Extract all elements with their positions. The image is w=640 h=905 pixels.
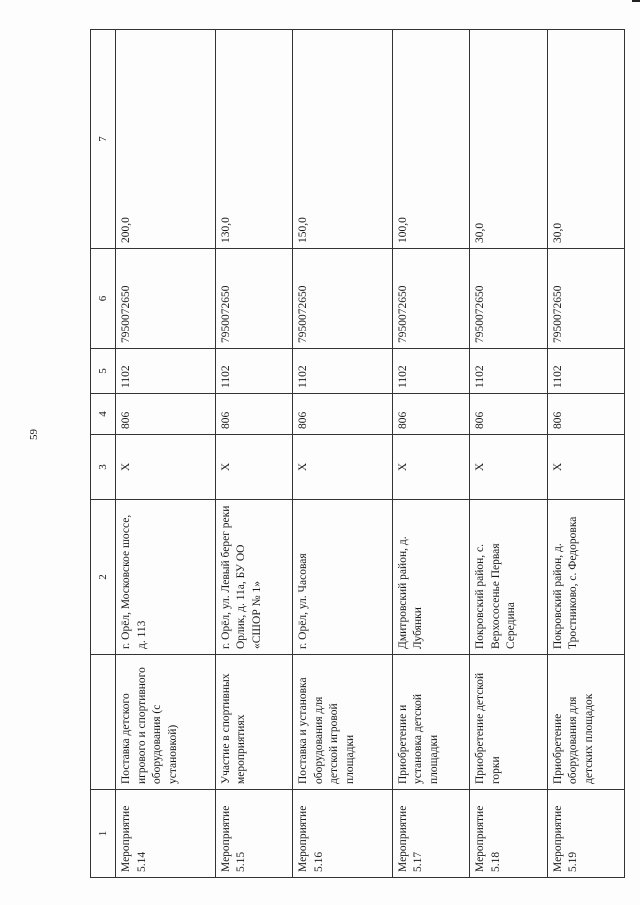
column-header: 5 — [91, 349, 116, 394]
event-cell: Мероприятие 5.15 — [215, 790, 292, 878]
mark-cell: X — [392, 435, 469, 500]
table-row — [116, 30, 216, 878]
event-cell: Мероприятие 5.18 — [470, 790, 547, 878]
table-row — [215, 30, 292, 878]
event-cell: Мероприятие 5.16 — [293, 790, 393, 878]
code-cell: 1102 — [547, 349, 624, 394]
amount-cell: 30,0 — [547, 30, 624, 249]
column-header: 7 — [91, 30, 116, 249]
address-cell: г. Орёл, ул. Часовая — [293, 500, 393, 655]
code-cell: 7950072650 — [392, 249, 469, 349]
amount-cell: 30,0 — [470, 30, 547, 249]
code-cell: 806 — [547, 394, 624, 435]
code-cell: 7950072650 — [547, 249, 624, 349]
rotated-table-container — [90, 30, 625, 878]
description-cell: Приобретение детской горки — [470, 655, 547, 790]
page-number: 59 — [28, 429, 40, 440]
event-cell: Мероприятие 5.17 — [392, 790, 469, 878]
event-cell: Мероприятие 5.14 — [116, 790, 216, 878]
event-cell: Мероприятие 5.19 — [547, 790, 624, 878]
code-cell: 1102 — [392, 349, 469, 394]
code-cell: 7950072650 — [293, 249, 393, 349]
code-cell: 1102 — [470, 349, 547, 394]
column-header: 2 — [91, 500, 116, 655]
description-cell: Приобретение и установка детской площадки — [392, 655, 469, 790]
code-cell: 1102 — [215, 349, 292, 394]
header-row — [91, 30, 116, 878]
description-cell: Поставка детского игрового и спортивного оборудования (с установкой) — [116, 655, 216, 790]
description-cell: Приобретение оборудования для детских площадок — [547, 655, 624, 790]
code-cell: 7950072650 — [215, 249, 292, 349]
description-cell: Участие в спортивных мероприятиях — [215, 655, 292, 790]
edge-mark — [632, 0, 640, 2]
mark-cell: X — [293, 435, 393, 500]
code-cell: 806 — [215, 394, 292, 435]
code-cell: 7950072650 — [116, 249, 216, 349]
column-header: 3 — [91, 435, 116, 500]
address-cell: г. Орёл, Московское шоссе, д. 113 — [116, 500, 216, 655]
mark-cell: X — [547, 435, 624, 500]
table-row — [547, 30, 624, 878]
code-cell: 1102 — [293, 349, 393, 394]
code-cell: 7950072650 — [470, 249, 547, 349]
amount-cell: 100,0 — [392, 30, 469, 249]
mark-cell: X — [215, 435, 292, 500]
table-row — [293, 30, 393, 878]
amount-cell: 200,0 — [116, 30, 216, 249]
address-cell: Покровский район, д. Тростниково, с. Федоровка — [547, 500, 624, 655]
column-header: 6 — [91, 249, 116, 349]
address-cell: г. Орёл, ул. Левый берег реки Орлик, д. 11а, БУ ОО «СШОР № 1» — [215, 500, 292, 655]
code-cell: 1102 — [116, 349, 216, 394]
code-cell: 806 — [470, 394, 547, 435]
mark-cell: X — [470, 435, 547, 500]
column-header: 1 — [91, 790, 116, 878]
address-cell: Покровский район, с. Верхососенье Первая Середина — [470, 500, 547, 655]
code-cell: 806 — [392, 394, 469, 435]
address-cell: Дмитровский район, д. Лубянки — [392, 500, 469, 655]
table-row — [470, 30, 547, 878]
mark-cell: X — [116, 435, 216, 500]
table-row — [392, 30, 469, 878]
budget-table — [90, 29, 625, 878]
column-header — [91, 655, 116, 790]
description-cell: Поставка и установка оборудования для детской игровой площадки — [293, 655, 393, 790]
code-cell: 806 — [116, 394, 216, 435]
code-cell: 806 — [293, 394, 393, 435]
amount-cell: 150,0 — [293, 30, 393, 249]
column-header: 4 — [91, 394, 116, 435]
amount-cell: 130,0 — [215, 30, 292, 249]
